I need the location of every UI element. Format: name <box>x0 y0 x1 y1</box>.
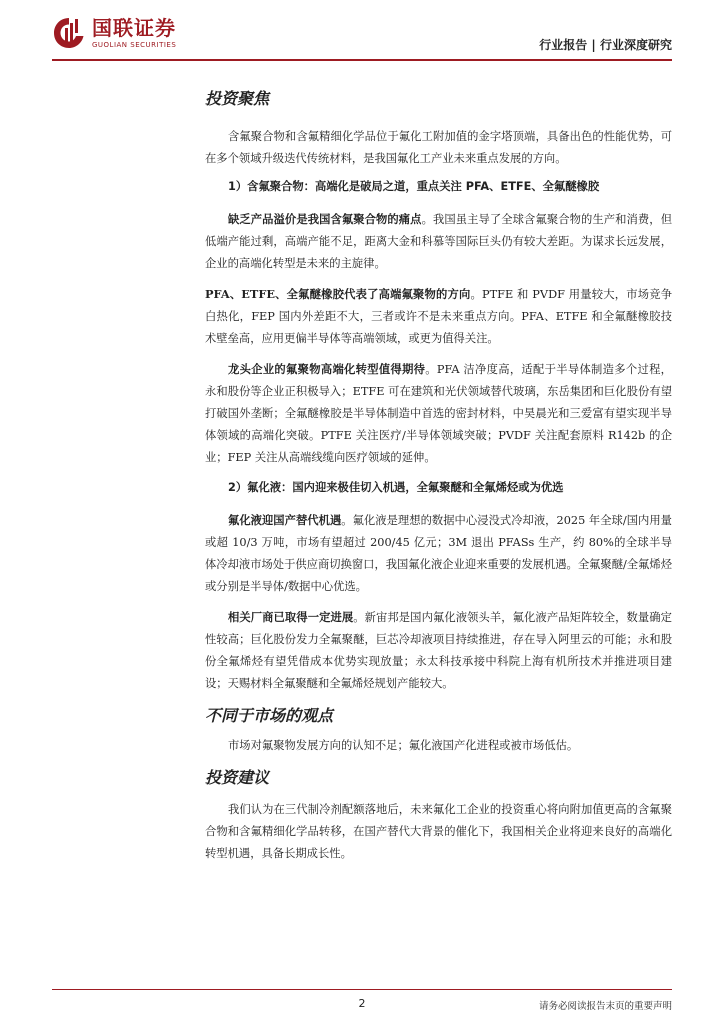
footer-disclaimer: 请务必阅读报告末页的重要声明 <box>538 1001 672 1012</box>
paragraph-lead: 缺乏产品溢价是我国含氟聚合物的痛点 <box>228 212 422 226</box>
paragraph-vendor-progress <box>205 606 672 695</box>
paragraph-body: 。PTFE 和 PVDF 用量较大，市场竞争白热化，FEP 国内外差距不大，三者或许不是未来重点方向。PFA、ETFE 和全氟醚橡胶技术壁垒高，应用更偏半导体等高端领域，或更为值得关注。 <box>205 288 672 345</box>
header-divider <box>52 59 672 61</box>
section-title-investment-advice: 投资建议 <box>205 768 270 787</box>
paragraph-leaders <box>205 358 672 469</box>
main-content <box>205 88 672 865</box>
paragraph-body: 。新宙邦是国内氟化液领头羊，氟化液产品矩阵较全，数量确定性较高；巨化股份发力全氟聚醚，巨芯冷却液项目持续推进，存在导入阿里云的可能；永和股份全氟烯烃有望凭借成本优势实现放量；永太科技承接中科院上海有机所技术并推进项目建设；天赐材料全氟聚醚和全氟烯烃规划产能较大。 <box>205 611 672 690</box>
different-view-text: 市场对氟聚物发展方向的认知不足；氟化液国产化进程或被市场低估。 <box>228 739 579 752</box>
subheading-fluorinated-liquid: 2）氟化液：国内迎来极佳切入机遇，全氟聚醚和全氟烯烃或为优选 <box>228 481 564 494</box>
paragraph-body: 。我国虽主导了全球含氟聚合物的生产和消费，但低端产能过剩，高端产能不足，距离大金和科慕等国际巨头仍有较大差距。为谋求长远发展，企业的高端化转型是未来的主旋律。 <box>205 213 672 270</box>
paragraph-lead: 氟化液迎国产替代机遇 <box>228 513 342 527</box>
subheading-polymer: 1）含氟聚合物：高端化是破局之道，重点关注 PFA、ETFE、全氟醚橡胶 <box>228 180 600 193</box>
paragraph-polymer-pain <box>205 208 672 275</box>
brand-name-cn: 国联证券 <box>92 16 176 40</box>
report-type: 行业报告 | 行业深度研究 <box>539 38 672 52</box>
paragraph-high-end-direction <box>205 283 672 350</box>
paragraph-lead: 龙头企业的氟聚物高端化转型值得期待 <box>228 362 426 376</box>
paragraph-body: 。PFA 洁净度高，适配于半导体制造多个过程，永和股份等企业正积极导入；ETFE 可在建筑和光伏领域替代玻璃，东岳集团和巨化股份有望打破国外垄断；全氟醚橡胶是半导体制造中首选的密封材料，中昊晨光和三爱富有望实现半导体领域的高端化突破。PTFE 关注医疗/半导体领域突破；PVDF 关注配套原料 R142b 的企业；FEP 关注从高端线缆向医疗领域的延伸。 <box>205 363 672 464</box>
investment-advice-text: 我们认为在三代制冷剂配额落地后，未来氟化工企业的投资重心将向附加值更高的含氟聚合物和含氟精细化学品转移，在国产替代大背景的催化下，我国相关企业将迎来良好的高端化转型机遇，具备长期成长性。 <box>205 803 672 860</box>
brand-name-en: GUOLIAN SECURITIES <box>92 41 177 49</box>
section-title-focus: 投资聚焦 <box>205 89 270 108</box>
guolian-logo-icon <box>52 16 86 50</box>
focus-intro: 含氟聚合物和含氟精细化学品位于氟化工附加值的金字塔顶端，具备出色的性能优势，可在多个领域升级迭代传统材料，是我国氟化工产业未来重点发展的方向。 <box>205 130 672 165</box>
paragraph-body: 。氟化液是理想的数据中心浸没式冷却液，2025 年全球/国内用量或超 10/3 万吨，市场有望超过 200/45 亿元；3M 退出 PFASs 生产，约 80%的全球半导体冷却液市场处于供应商切换窗口，我国氟化液企业迎来重要的发展机遇。全氟聚醚/全氟烯烃或分别是半导体/数据中心优选。 <box>205 514 672 593</box>
footer-divider <box>52 989 672 990</box>
page-header <box>0 0 724 60</box>
section-title-different-view: 不同于市场的观点 <box>205 706 334 725</box>
page-number: 2 <box>358 997 366 1010</box>
paragraph-lead: 相关厂商已取得一定进展 <box>228 610 354 624</box>
paragraph-lead: PFA、ETFE、全氟醚橡胶代表了高端氟聚物的方向 <box>205 287 471 301</box>
paragraph-domestic-substitution <box>205 509 672 598</box>
brand-logo <box>52 16 176 50</box>
